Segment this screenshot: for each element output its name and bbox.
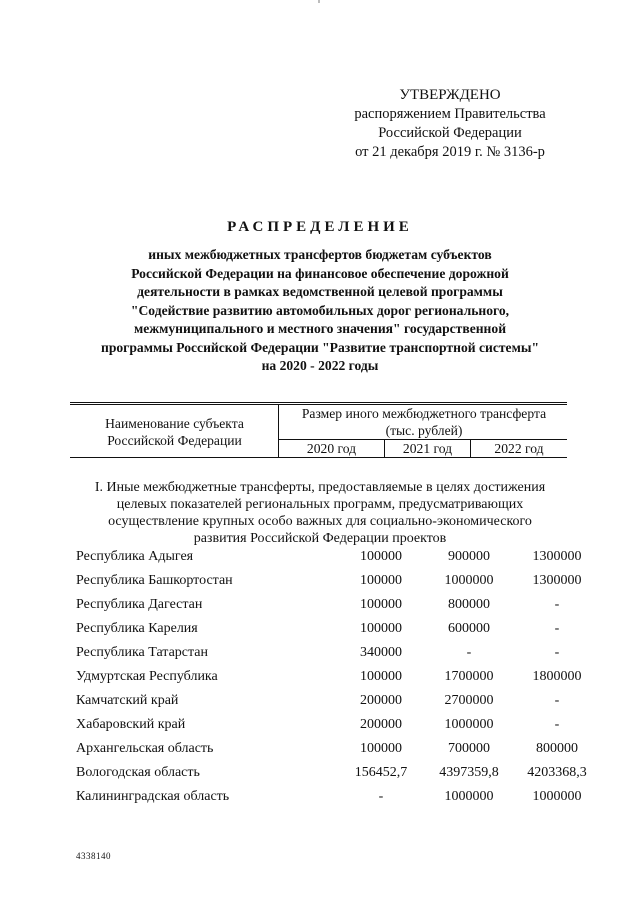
value-2020: - xyxy=(378,789,384,804)
header-year-2020: 2020 год xyxy=(306,441,357,456)
header-subject-line: Наименование субъекта xyxy=(105,416,244,431)
table-row xyxy=(76,689,576,713)
document-title: РАСПРЕДЕЛЕНИЕ xyxy=(227,219,413,235)
value-2022: - xyxy=(554,717,560,732)
value-2020: 100000 xyxy=(360,669,402,684)
value-2020: 100000 xyxy=(360,573,402,588)
subject-name: Вологодская область xyxy=(76,765,200,780)
value-2021: 800000 xyxy=(448,597,490,612)
approval-block xyxy=(330,86,570,162)
approval-heading: УТВЕРЖДЕНО xyxy=(399,87,501,103)
value-2022: - xyxy=(554,693,560,708)
value-2021: 1000000 xyxy=(444,789,494,804)
header-year-2022: 2022 год xyxy=(494,441,544,456)
subtitle-line: "Содействие развитию автомобильных дорог регионального, xyxy=(130,302,510,318)
value-2020: 200000 xyxy=(360,717,402,732)
subtitle-line: иных межбюджетных трансфертов бюджетам субъектов xyxy=(148,247,492,262)
subject-name: Республика Карелия xyxy=(76,621,198,636)
approval-line: распоряжением Правительства xyxy=(354,106,546,122)
subject-name: Хабаровский край xyxy=(76,717,186,732)
value-2020: 156452,7 xyxy=(354,765,408,780)
value-2021: - xyxy=(466,645,472,660)
subtitle-line: на 2020 - 2022 годы xyxy=(261,358,379,373)
value-2021: 1000000 xyxy=(444,717,494,732)
table-body xyxy=(76,545,587,809)
value-2020: 100000 xyxy=(360,597,402,612)
section-line: I. Иные межбюджетные трансферты, предоставляемые в целях достижения xyxy=(94,480,546,495)
table-row xyxy=(76,665,582,689)
document-code: 4338140 xyxy=(76,851,111,861)
subject-name: Республика Адыгея xyxy=(76,549,194,564)
subtitle-line: программы Российской Федерации "Развитие транспортной системы" xyxy=(100,339,540,355)
header-size-unit: (тыс. рублей) xyxy=(385,423,463,438)
header-subject-line: Российской Федерации xyxy=(107,433,242,448)
value-2022: 1800000 xyxy=(532,669,582,684)
header-year-2021: 2021 год xyxy=(402,441,453,456)
value-2021: 600000 xyxy=(448,621,490,636)
table-top-rule xyxy=(70,402,567,403)
approval-line: Российской Федерации xyxy=(378,125,522,141)
section-line: целевых показателей региональных программ, предусматривающих xyxy=(116,497,524,512)
subtitle-line: межмуниципального и местного значения" государственной xyxy=(133,321,507,336)
value-2021: 1700000 xyxy=(444,669,494,684)
table-row xyxy=(76,761,587,785)
approval-date-line: от 21 декабря 2019 г. № 3136-р xyxy=(355,144,545,160)
subject-name: Удмуртская Республика xyxy=(76,669,218,684)
value-2020: 340000 xyxy=(360,645,402,660)
table-row xyxy=(76,737,576,761)
subject-name: Республика Татарстан xyxy=(76,645,209,660)
value-2020: 100000 xyxy=(360,621,402,636)
subtitle-line: Российской Федерации на финансовое обеспечение дорожной xyxy=(131,265,509,281)
subject-name: Калининградская область xyxy=(76,789,230,804)
document-subtitle xyxy=(40,246,600,376)
header-size-line: Размер иного межбюджетного трансферта xyxy=(301,406,547,421)
value-2022: 4203368,3 xyxy=(527,765,587,780)
subject-name: Архангельская область xyxy=(76,741,214,756)
value-2022: 1300000 xyxy=(532,573,582,588)
table-row xyxy=(76,569,582,593)
section-line: развития Российской Федерации проектов xyxy=(193,531,447,546)
value-2021: 4397359,8 xyxy=(439,765,499,780)
subject-name: Республика Дагестан xyxy=(76,597,203,612)
value-2021: 1000000 xyxy=(444,573,494,588)
value-2022: 1300000 xyxy=(532,549,582,564)
table-row xyxy=(76,593,576,617)
header-transfer-size xyxy=(279,405,569,439)
table-row xyxy=(76,713,576,737)
section-line: осуществление крупных особо важных для социально-экономического xyxy=(108,514,532,529)
header-subject xyxy=(72,415,277,449)
value-2022: 800000 xyxy=(536,741,578,756)
value-2020: 100000 xyxy=(360,549,402,564)
value-2021: 2700000 xyxy=(444,693,494,708)
table-row xyxy=(76,785,582,809)
table-row xyxy=(76,617,576,641)
subject-name: Республика Башкортостан xyxy=(76,573,233,588)
value-2020: 200000 xyxy=(360,693,402,708)
value-2022: - xyxy=(554,597,560,612)
value-2020: 100000 xyxy=(360,741,402,756)
table-row xyxy=(76,545,582,569)
value-2022: 1000000 xyxy=(532,789,582,804)
table-row xyxy=(76,641,576,665)
table-header-bottom-rule xyxy=(70,457,567,458)
subtitle-line: деятельности в рамках ведомственной целевой программы xyxy=(137,284,503,299)
subject-name: Камчатский край xyxy=(76,693,179,708)
value-2022: - xyxy=(554,621,560,636)
value-2021: 900000 xyxy=(448,549,490,564)
value-2021: 700000 xyxy=(448,741,490,756)
value-2022: - xyxy=(554,645,560,660)
page-top-mark xyxy=(318,0,320,3)
section-heading xyxy=(70,479,570,547)
